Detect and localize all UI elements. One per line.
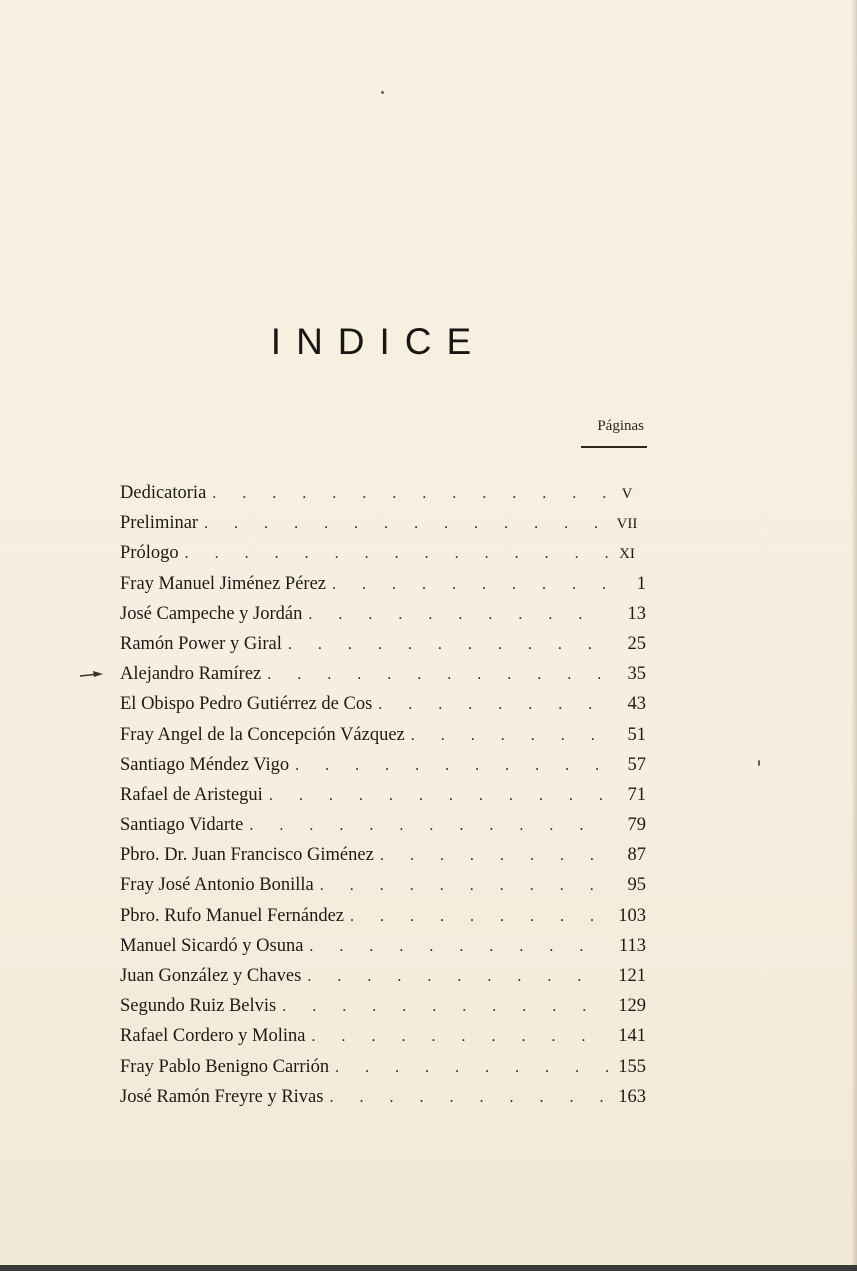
toc-entry-label: Manuel Sicardó y Osuna: [120, 935, 304, 956]
toc-entry: [120, 508, 646, 538]
toc-entry-page-number: 25: [627, 633, 646, 654]
toc-entry-page-number: 121: [618, 966, 646, 986]
table-of-contents: [120, 478, 646, 1112]
toc-entry-label: Rafael de Aristegui: [120, 784, 263, 805]
toc-leader-dots: [309, 932, 608, 962]
toc-entry-page-number: 155: [618, 1056, 646, 1077]
toc-entry-page-number: V: [621, 486, 633, 502]
toc-entry: [120, 720, 646, 750]
toc-entry-page-number: 43: [627, 694, 646, 715]
toc-entry: [120, 689, 646, 719]
pages-header-rule: [581, 446, 647, 448]
toc-entry-label: Ramón Power y Giral: [120, 633, 282, 654]
toc-entry-page-number: VII: [616, 516, 638, 533]
toc-entry: [120, 780, 646, 810]
toc-entry: [120, 870, 646, 900]
toc-entry: [120, 1021, 646, 1051]
toc-leader-dots: [308, 600, 608, 630]
toc-entry-page-number: 79: [627, 815, 646, 836]
toc-leader-dots: [332, 570, 608, 600]
toc-entry-label: José Campeche y Jordán: [120, 603, 303, 624]
toc-entry: [120, 1082, 646, 1112]
toc-entry-page-number: XI: [619, 546, 635, 563]
toc-entry-label: Preliminar: [120, 513, 199, 534]
toc-leader-dots: [282, 992, 608, 1022]
toc-entry-label: Segundo Ruiz Belvis: [120, 996, 277, 1017]
toc-entry: [120, 659, 646, 689]
toc-entry-label: Alejandro Ramírez: [120, 664, 262, 685]
toc-entry-label: Prólogo: [120, 543, 179, 564]
toc-entry-page-number: 141: [618, 1026, 646, 1047]
toc-entry: [120, 569, 646, 599]
toc-entry: [120, 750, 646, 780]
toc-entry: [120, 991, 646, 1021]
toc-entry-label: Pbro. Dr. Juan Francisco Giménez: [120, 845, 374, 866]
toc-leader-dots: [329, 1083, 608, 1113]
toc-entry: [120, 961, 646, 991]
toc-leader-dots: [212, 479, 608, 509]
toc-entry: [120, 810, 646, 840]
toc-entry-label: El Obispo Pedro Gutiérrez de Cos: [120, 694, 373, 715]
paper-speck: [381, 91, 384, 94]
toc-entry-page-number: 113: [618, 935, 646, 956]
toc-entry-page-number: 1: [636, 573, 646, 594]
toc-leader-dots: [350, 902, 608, 932]
paper-speck: [758, 760, 760, 766]
toc-entry-page-number: 95: [627, 875, 646, 896]
toc-entry: [120, 931, 646, 961]
toc-leader-dots: [185, 539, 608, 569]
toc-entry-label: Fray Angel de la Concepción Vázquez: [120, 724, 405, 745]
toc-entry-page-number: 35: [627, 664, 646, 685]
toc-entry-label: Dedicatoria: [120, 483, 207, 503]
toc-entry: [120, 629, 646, 659]
toc-leader-dots: [311, 1022, 608, 1052]
page-title: INDICE: [270, 320, 487, 362]
toc-entry-label: Pbro. Rufo Manuel Fernández: [120, 905, 345, 926]
toc-entry: [120, 840, 646, 870]
toc-entry-page-number: 13: [627, 603, 646, 624]
toc-entry-page-number: 103: [618, 905, 646, 926]
toc-leader-dots: [320, 871, 608, 901]
toc-entry: [120, 538, 646, 568]
toc-entry-page-number: 51: [627, 724, 646, 745]
toc-entry-label: Fray José Antonio Bonilla: [120, 875, 314, 896]
toc-leader-dots: [378, 690, 608, 720]
pages-column-header: Páginas: [597, 418, 644, 434]
scan-border: [0, 1265, 857, 1271]
toc-leader-dots: [269, 781, 608, 811]
toc-entry-label: Juan González y Chaves: [120, 966, 302, 986]
toc-leader-dots: [411, 721, 608, 751]
toc-entry-label: José Ramón Freyre y Rivas: [120, 1086, 324, 1107]
toc-entry: [120, 1052, 646, 1082]
toc-entry-label: Santiago Méndez Vigo: [120, 754, 290, 775]
toc-entry-label: Santiago Vidarte: [120, 815, 244, 836]
toc-leader-dots: [295, 751, 608, 781]
toc-entry: [120, 901, 646, 931]
toc-leader-dots: [204, 509, 608, 539]
toc-leader-dots: [335, 1053, 608, 1083]
pencil-arrow-mark-icon: [79, 669, 109, 679]
toc-entry-page-number: 129: [618, 996, 646, 1017]
toc-entry-page-number: 163: [618, 1086, 646, 1107]
toc-leader-dots: [249, 811, 608, 841]
toc-leader-dots: [307, 962, 608, 992]
toc-entry-label: Rafael Cordero y Molina: [120, 1026, 306, 1047]
toc-entry-label: Fray Manuel Jiménez Pérez: [120, 573, 326, 594]
page-edge-shadow: [851, 0, 857, 1271]
toc-entry: [120, 599, 646, 629]
toc-entry-page-number: 57: [627, 754, 646, 775]
toc-entry-page-number: 87: [627, 845, 646, 866]
toc-leader-dots: [267, 660, 608, 690]
toc-entry: [120, 478, 646, 508]
toc-entry-label: Fray Pablo Benigno Carrión: [120, 1056, 330, 1077]
toc-entry-page-number: 71: [627, 784, 646, 805]
toc-leader-dots: [288, 630, 608, 660]
toc-leader-dots: [380, 841, 608, 871]
